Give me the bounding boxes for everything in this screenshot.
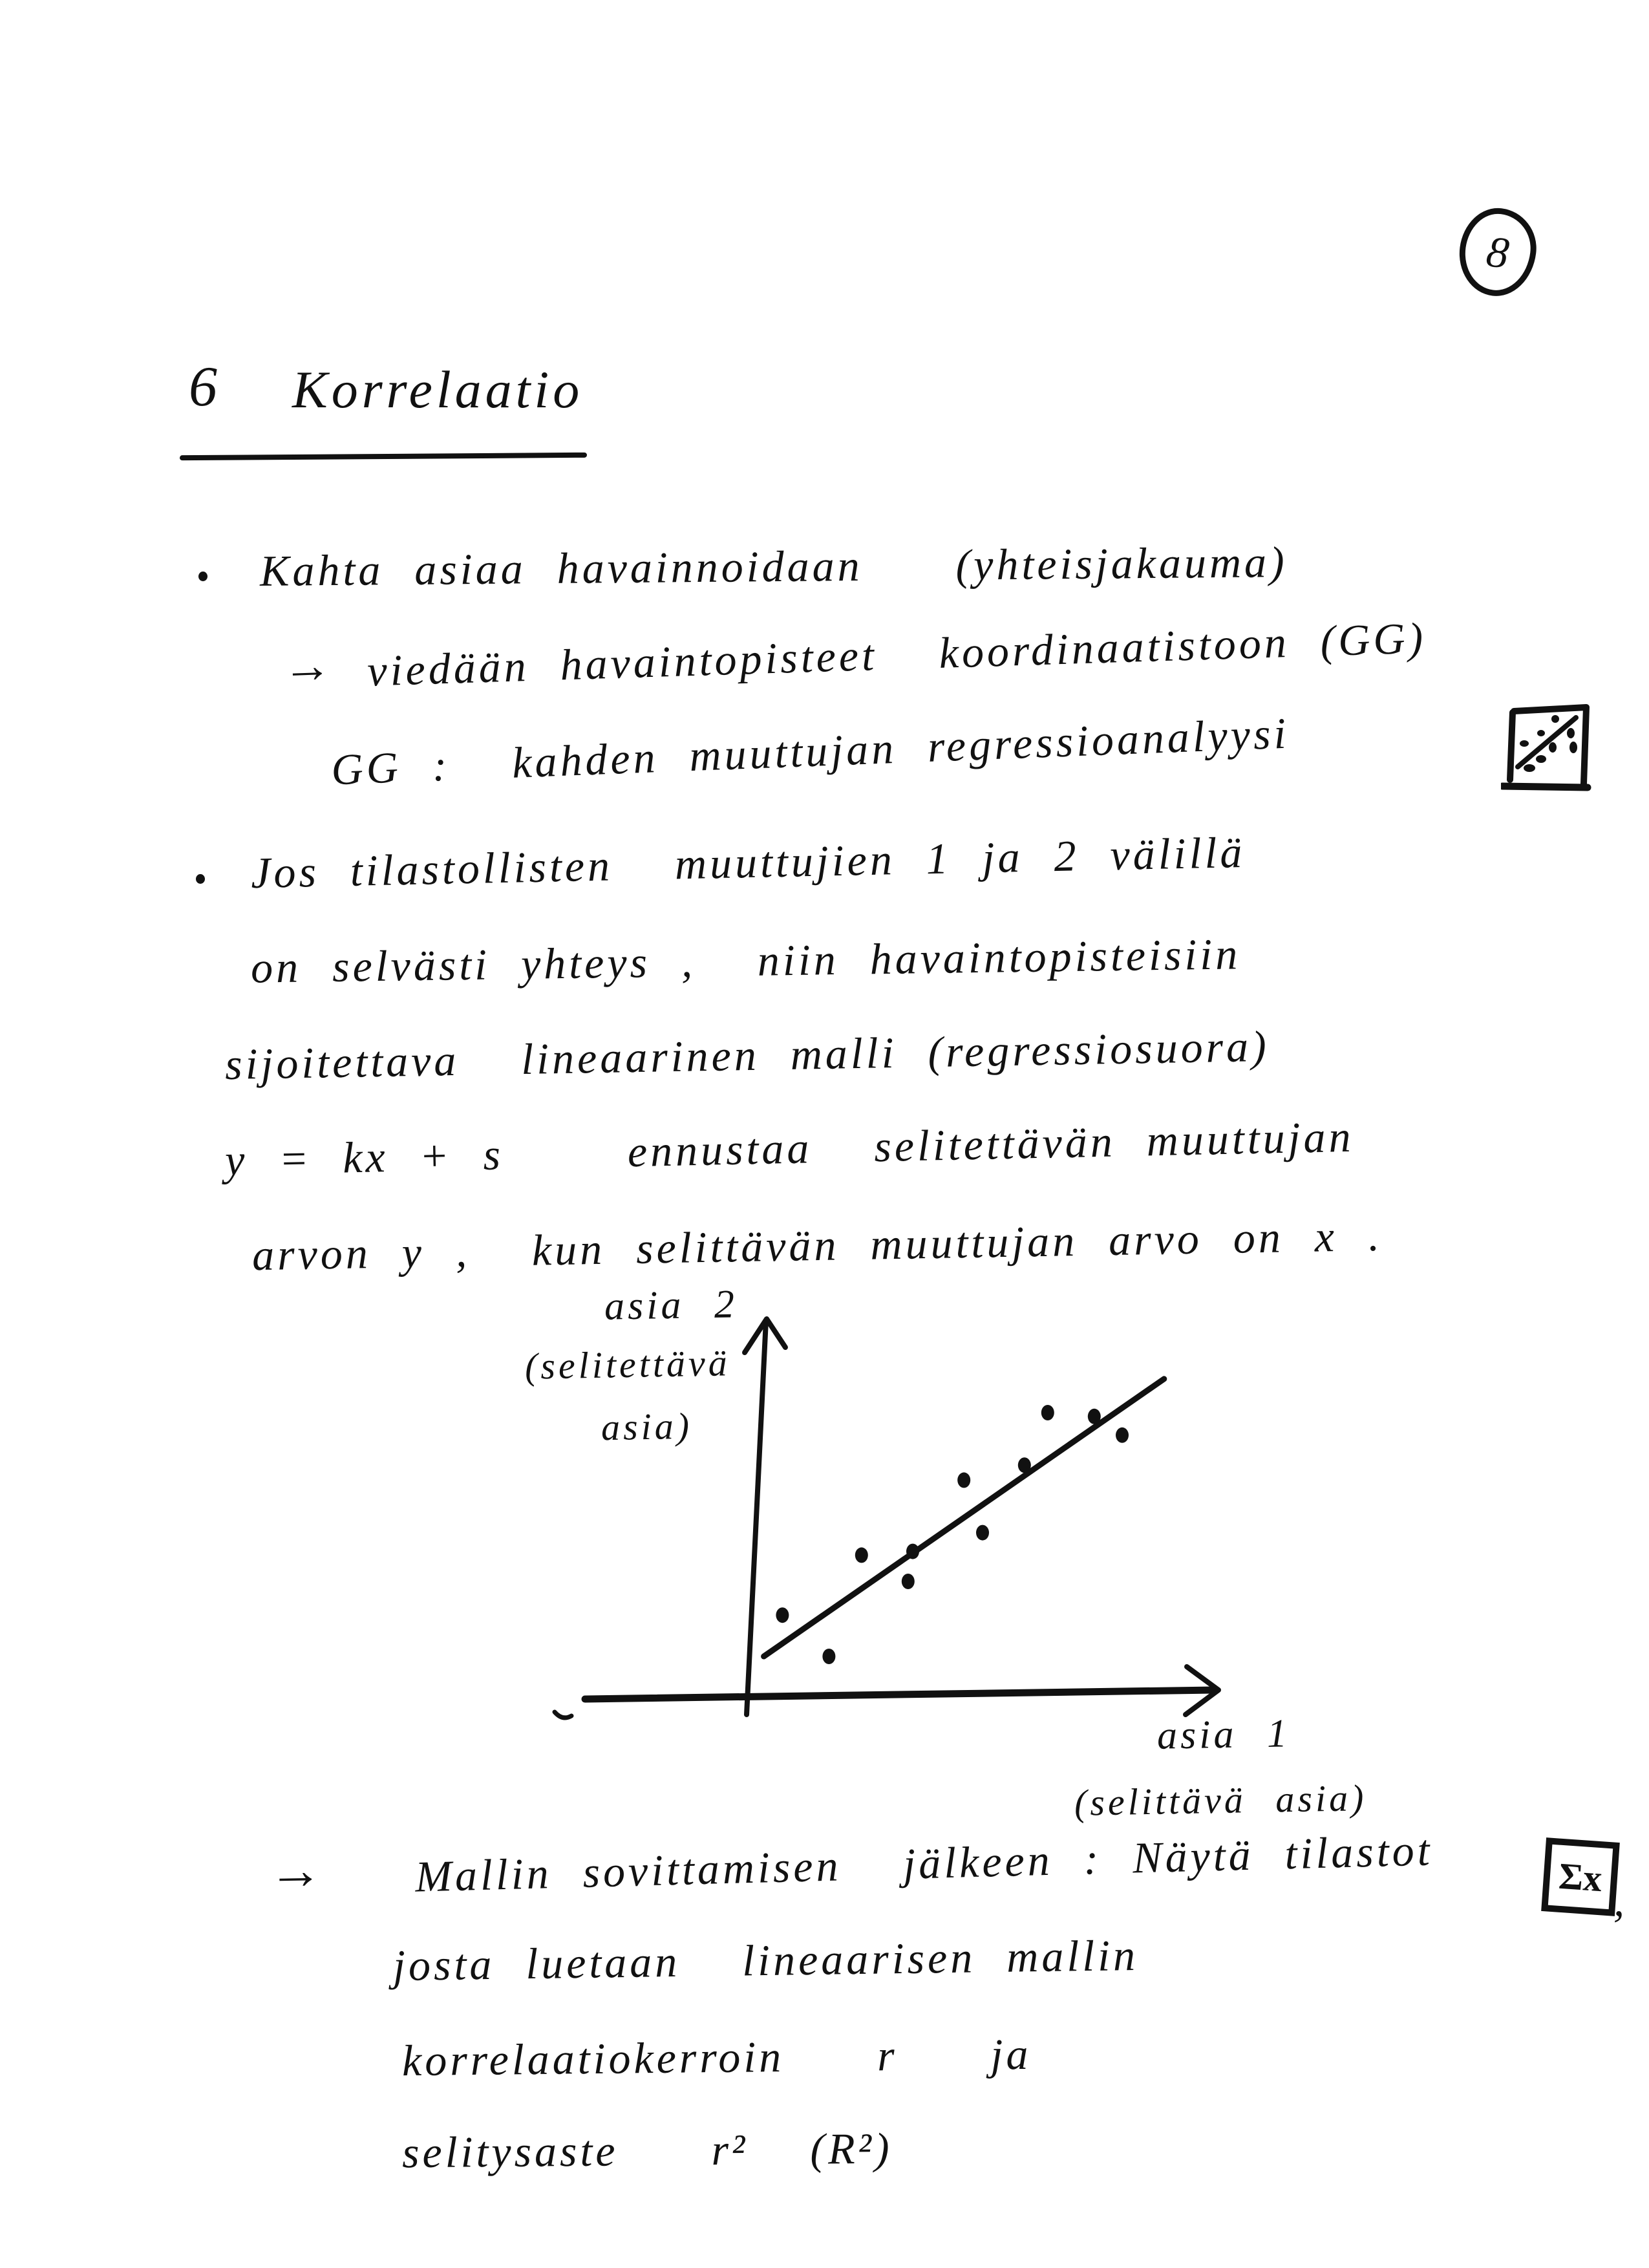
x-axis-label: asia 1 [1156, 1711, 1291, 1758]
bullet-dot [198, 572, 207, 581]
data-point [976, 1525, 989, 1541]
data-point [906, 1544, 919, 1559]
y-axis-label: asia) [601, 1404, 693, 1449]
note-line: on selvästi yhteys , niin havaintopisteisiin [250, 929, 1241, 992]
data-point [1041, 1405, 1054, 1420]
note-line: selitysaste r² (R²) [401, 2123, 893, 2177]
data-point [902, 1574, 915, 1589]
data-point [776, 1607, 789, 1623]
data-point [1018, 1457, 1031, 1473]
note-line: Mallin sovittamisen jälkeen : Näytä tilastot [414, 1825, 1434, 1901]
stray-mark [555, 1712, 571, 1718]
note-line: y = kx + s ennustaa selitettävän muuttujan [224, 1111, 1355, 1185]
y-axis-label: (selitettävä [524, 1342, 731, 1387]
arrow-icon: → [281, 637, 336, 694]
x-axis-label: (selittävä asia) [1074, 1777, 1367, 1824]
note-line: Kahta asiaa havainnoidaan (yhteisjakauma) [259, 537, 1288, 595]
sum-stats-icon [1541, 1837, 1620, 1916]
page-number: 8 [1484, 226, 1512, 278]
data-point [1116, 1428, 1129, 1443]
data-point [855, 1547, 868, 1563]
page-number-badge [1454, 204, 1541, 300]
page-title: Korrelaatio [292, 360, 584, 419]
mini-scatter-icon [1501, 697, 1598, 800]
section-number: 6 [189, 356, 217, 418]
x-axis [585, 1690, 1214, 1699]
bullet-dot [196, 874, 205, 884]
arrow-icon: → [268, 1840, 326, 1901]
y-axis-label: asia 2 [604, 1282, 738, 1329]
title-underline [180, 453, 587, 460]
note-line: viedään havaintopisteet koordinaatistoon (GG) [367, 613, 1427, 696]
note-line: sijoitettava lineaarinen malli (regressiosuora) [224, 1021, 1270, 1089]
note-line: korrelaatiokerroin r ja [401, 2029, 1032, 2086]
sum-stats-label: Σx [1557, 1854, 1604, 1899]
data-point [957, 1472, 970, 1488]
note-line: GG : kahden muuttujan regressioanalyysi [330, 708, 1290, 795]
regression-line [764, 1379, 1164, 1656]
data-point [1088, 1409, 1101, 1424]
note-line: josta luetaan lineaarisen mallin [392, 1930, 1139, 1991]
note-line: arvon y , kun selittävän muuttujan arvo on x . [251, 1210, 1383, 1280]
comma-mark: , [1613, 1876, 1628, 1925]
note-line: Jos tilastollisten muuttujien 1 ja 2 välillä [250, 827, 1246, 898]
data-point [822, 1649, 835, 1664]
